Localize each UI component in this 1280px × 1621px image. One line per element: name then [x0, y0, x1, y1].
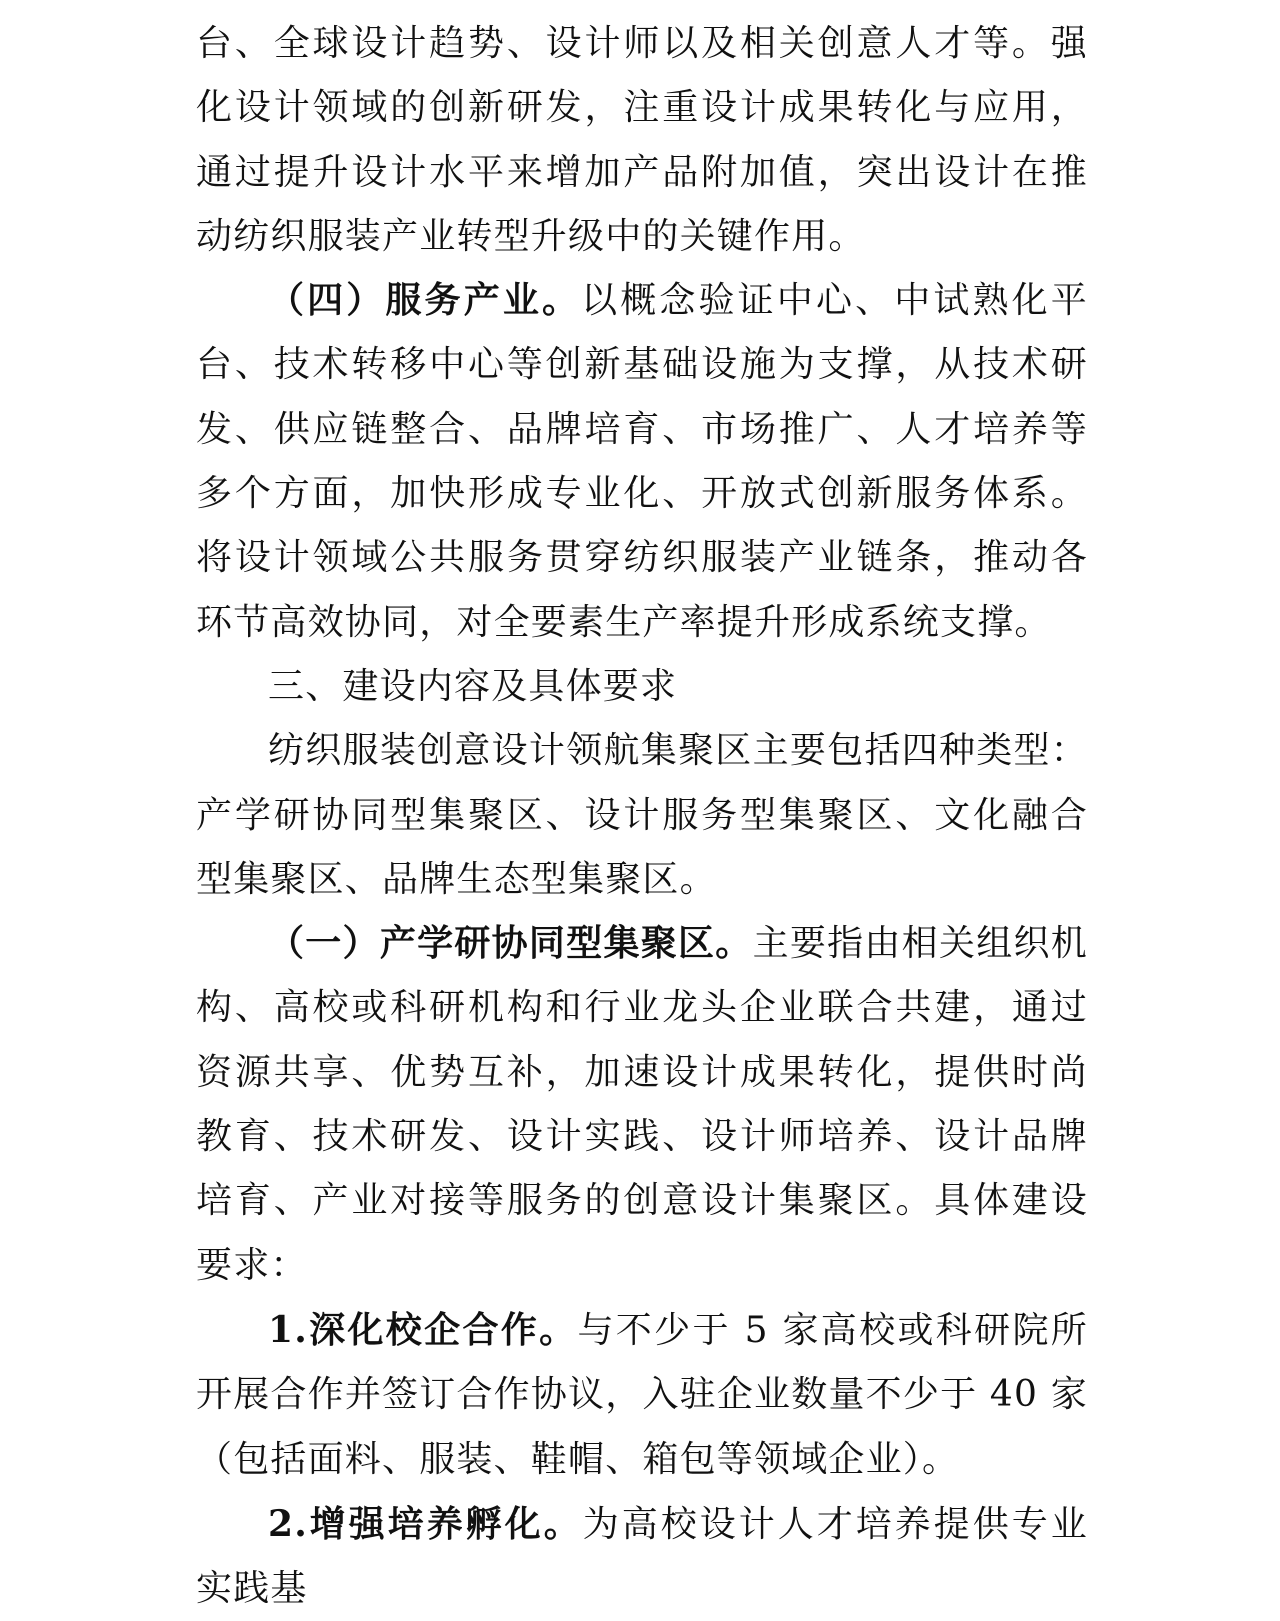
paragraph-lead-incubation: 2.增强培养孵化。 — [268, 1502, 583, 1545]
paragraph-incubation — [196, 1492, 1088, 1621]
paragraph-body-industry-academia: 主要指由相关组织机构、高校或科研机构和行业龙头企业联合共建，通过资源共享、优势互补，加速设计成果转化，提供时尚教育、技术研发、设计实践、设计师培养、设计品牌培育、产业对接等服务的创意设计集聚区。具体建设要求： — [196, 923, 1088, 1286]
paragraph-lead-school-enterprise: 1.深化校企合作。 — [268, 1308, 578, 1351]
paragraph-body-school-enterprise: 与不少于 5 家高校或科研院所开展合作并签订合作协议，入驻企业数量不少于 40 家（包括面料、服装、鞋帽、箱包等领域企业）。 — [196, 1309, 1089, 1480]
paragraph-lead-service-industry: （四）服务产业。 — [268, 280, 582, 322]
paragraph-service-industry — [196, 269, 1088, 655]
paragraph-cluster-types: 纺织服装创意设计领航集聚区主要包括四种类型：产学研协同型集聚区、设计服务型集聚区、文化融合型集聚区、品牌生态型集聚区。 — [196, 730, 1088, 900]
paragraph-lead-industry-academia: （一）产学研协同型集聚区。 — [268, 923, 753, 965]
paragraph-body-incubation: 为高校设计人才培养提供专业实践基 — [196, 1503, 1088, 1610]
paragraph-school-enterprise — [196, 1298, 1088, 1492]
section-heading-construction: 三、建设内容及具体要求 — [268, 665, 678, 707]
document-page — [196, 12, 1088, 1621]
paragraph-design-trends: 台、全球设计趋势、设计师以及相关创意人才等。强化设计领域的创新研发，注重设计成果转化与应用，通过提升设计水平来增加产品附加值，突出设计在推动纺织服装产业转型升级中的关键作用。 — [196, 23, 1088, 257]
paragraph-industry-academia — [196, 912, 1088, 1298]
paragraph-body-service-industry: 以概念验证中心、中试熟化平台、技术转移中心等创新基础设施为支撑，从技术研发、供应链整合、品牌培育、市场推广、人才培养等多个方面，加快形成专业化、开放式创新服务体系。将设计领域公共服务贯穿纺织服装产业链条，推动各环节高效协同，对全要素生产率提升形成系统支撑。 — [196, 280, 1088, 643]
